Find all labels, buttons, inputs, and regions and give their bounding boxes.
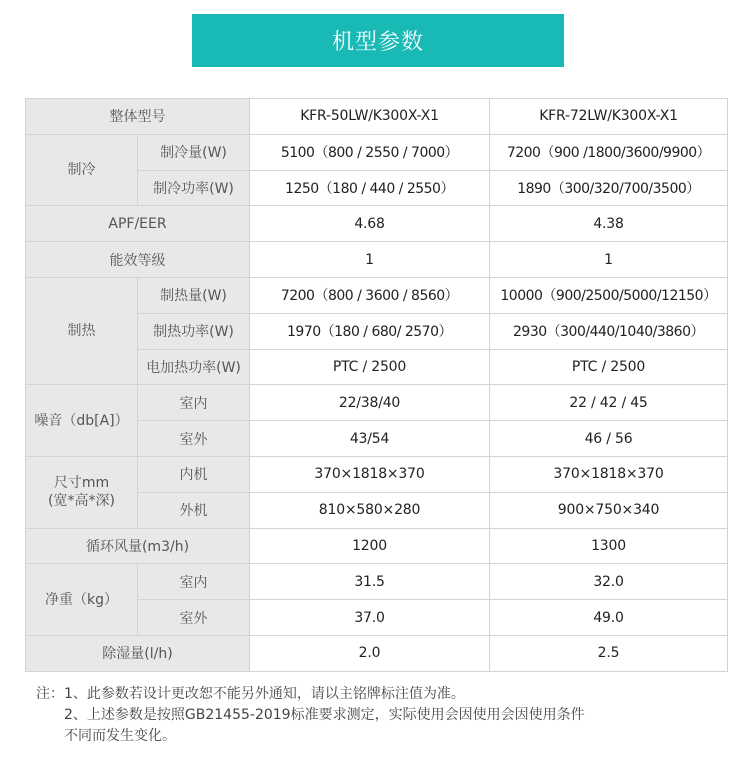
- table-row: [26, 242, 728, 278]
- cooling-power-a: 1250（180 / 440 / 2550）: [250, 170, 490, 206]
- dehumidify-a: 2.0: [250, 635, 490, 671]
- table-row: [26, 134, 728, 170]
- noise-indoor-b: 22 / 42 / 45: [490, 385, 728, 421]
- cooling-power-label: 制冷功率(W): [138, 170, 250, 206]
- heating-capacity-a: 7200（800 / 3600 / 8560）: [250, 277, 490, 313]
- heating-group: 制热: [26, 277, 138, 384]
- note-2-continued: 不同而发生变化。: [64, 728, 176, 744]
- noise-indoor-a: 22/38/40: [250, 385, 490, 421]
- electric-heat-a: PTC / 2500: [250, 349, 490, 385]
- heating-power-b: 2930（300/440/1040/3860）: [490, 313, 728, 349]
- electric-heat-label: 电加热功率(W): [138, 349, 250, 385]
- note-1: 注：1、此参数若设计更改恕不能另外通知，请以主铭牌标注值为准。: [36, 686, 465, 702]
- heating-capacity-label: 制热量(W): [138, 277, 250, 313]
- size-outdoor-a: 810×580×280: [250, 492, 490, 528]
- efficiency-a: 1: [250, 242, 490, 278]
- heating-power-label: 制热功率(W): [138, 313, 250, 349]
- weight-group: 净重（kg）: [26, 564, 138, 636]
- apf-b: 4.38: [490, 206, 728, 242]
- table-row: [26, 385, 728, 421]
- page-title: 机型参数: [192, 14, 564, 67]
- size-group-line2: (宽*高*深): [48, 493, 115, 510]
- cooling-capacity-label: 制冷量(W): [138, 134, 250, 170]
- weight-indoor-a: 31.5: [250, 564, 490, 600]
- size-group-line1: 尺寸mm: [53, 475, 110, 492]
- airflow-b: 1300: [490, 528, 728, 564]
- dehumidify-b: 2.5: [490, 635, 728, 671]
- table-row: [26, 206, 728, 242]
- footnotes: [36, 684, 726, 747]
- spec-table: [25, 98, 728, 672]
- cooling-capacity-a: 5100（800 / 2550 / 7000）: [250, 134, 490, 170]
- cooling-power-b: 1890（300/320/700/3500）: [490, 170, 728, 206]
- noise-group: 噪音（db[A]）: [26, 385, 138, 457]
- electric-heat-b: PTC / 2500: [490, 349, 728, 385]
- weight-outdoor-b: 49.0: [490, 600, 728, 636]
- noise-outdoor-label: 室外: [138, 421, 250, 457]
- table-row: [26, 99, 728, 135]
- cooling-group: 制冷: [26, 134, 138, 206]
- weight-outdoor-a: 37.0: [250, 600, 490, 636]
- note-2: 2、上述参数是按照GB21455-2019标准要求测定，实际使用会因使用会因使用条件: [64, 707, 585, 723]
- table-row: [26, 564, 728, 600]
- table-row: [26, 277, 728, 313]
- size-indoor-label: 内机: [138, 456, 250, 492]
- table-row: [26, 456, 728, 492]
- efficiency-b: 1: [490, 242, 728, 278]
- apf-a: 4.68: [250, 206, 490, 242]
- size-group: [26, 456, 138, 528]
- cooling-capacity-b: 7200（900 /1800/3600/9900）: [490, 134, 728, 170]
- size-indoor-a: 370×1818×370: [250, 456, 490, 492]
- apf-label: APF/EER: [26, 206, 250, 242]
- noise-indoor-label: 室内: [138, 385, 250, 421]
- noise-outdoor-a: 43/54: [250, 421, 490, 457]
- weight-indoor-b: 32.0: [490, 564, 728, 600]
- model-b: KFR-72LW/K300X-X1: [490, 99, 728, 135]
- table-row: [26, 635, 728, 671]
- dehumidify-label: 除湿量(l/h): [26, 635, 250, 671]
- heating-power-a: 1970（180 / 680/ 2570）: [250, 313, 490, 349]
- model-label: 整体型号: [26, 99, 250, 135]
- airflow-a: 1200: [250, 528, 490, 564]
- size-outdoor-b: 900×750×340: [490, 492, 728, 528]
- model-a: KFR-50LW/K300X-X1: [250, 99, 490, 135]
- efficiency-label: 能效等级: [26, 242, 250, 278]
- size-indoor-b: 370×1818×370: [490, 456, 728, 492]
- airflow-label: 循环风量(m3/h): [26, 528, 250, 564]
- size-outdoor-label: 外机: [138, 492, 250, 528]
- noise-outdoor-b: 46 / 56: [490, 421, 728, 457]
- weight-outdoor-label: 室外: [138, 600, 250, 636]
- heating-capacity-b: 10000（900/2500/5000/12150）: [490, 277, 728, 313]
- weight-indoor-label: 室内: [138, 564, 250, 600]
- table-row: [26, 528, 728, 564]
